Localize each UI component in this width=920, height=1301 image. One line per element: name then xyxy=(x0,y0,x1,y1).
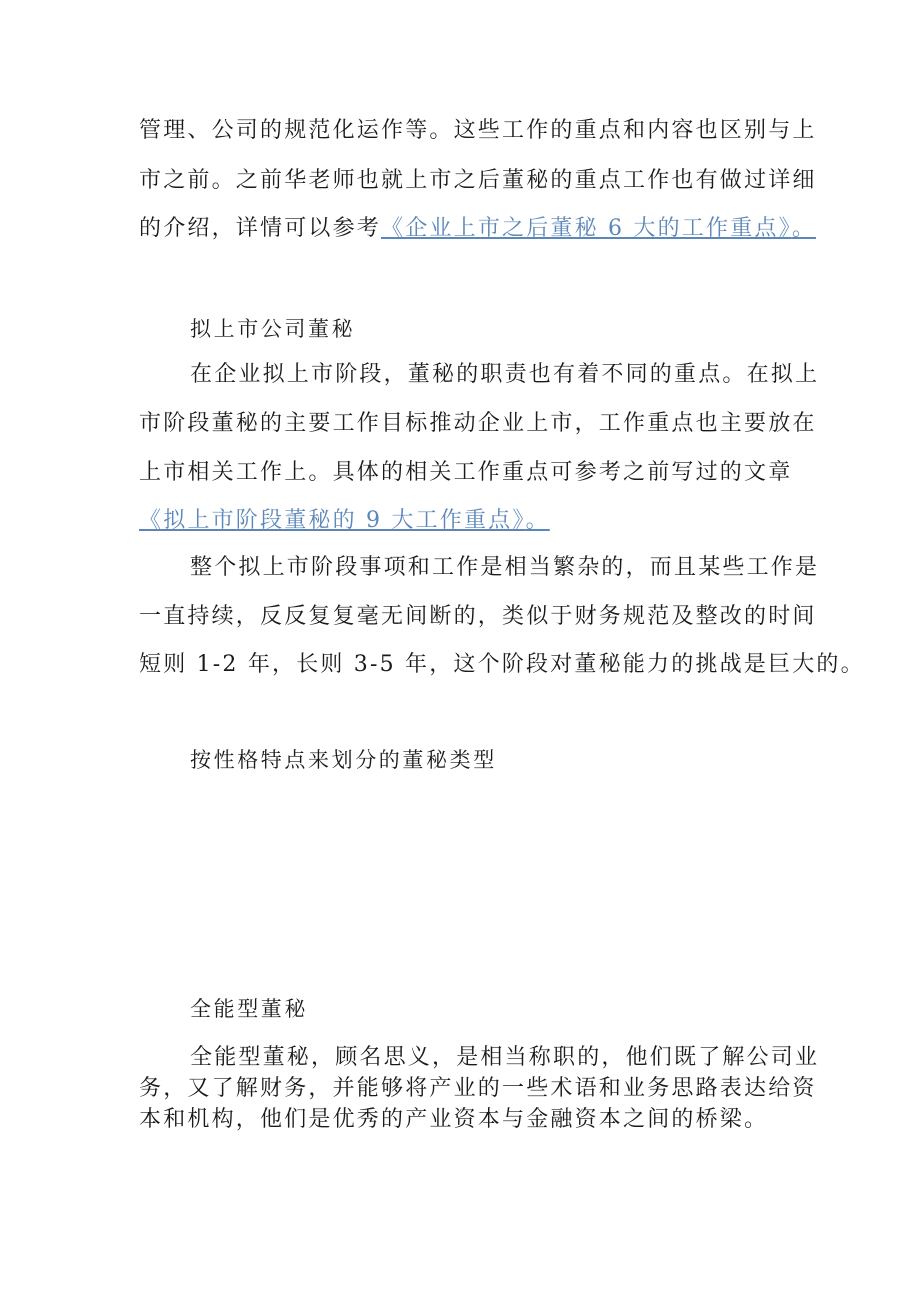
section3-p1-line-2: 务，又了解财务，并能够将产业的一些术语和业务思路表达给资 xyxy=(139,1076,817,1101)
section3-p1-line-3: 本和机构，他们是优秀的产业资本与金融资本之间的桥梁。 xyxy=(139,1107,769,1132)
section1-p1-line-2: 市阶段董秘的主要工作目标推动企业上市，工作重点也主要放在 xyxy=(139,411,817,436)
section1-p1-line-4-end: 。 xyxy=(525,508,550,533)
section1-p2-line-3: 短则 1-2 年，长则 3-5 年，这个阶段对董秘能力的挑战是巨大的。 xyxy=(139,652,865,677)
section-heading-pre-ipo-secretary: 拟上市公司董秘 xyxy=(190,317,356,341)
section3-p1-line-1: 全能型董秘，顾名思义，是相当称职的，他们既了解公司业 xyxy=(190,1045,820,1070)
para1-line-1: 管理、公司的规范化运作等。这些工作的重点和内容也区别与上 xyxy=(139,118,817,143)
section-heading-all-round-secretary: 全能型董秘 xyxy=(190,997,308,1021)
section1-p1-line-1: 在企业拟上市阶段，董秘的职责也有着不同的重点。在拟上 xyxy=(190,362,820,387)
section1-p2-line-2: 一直持续，反反复复毫无间断的，类似于财务规范及整改的时间 xyxy=(139,604,817,629)
para1-line-2: 市之前。之前华老师也就上市之后董秘的重点工作也有做过详细 xyxy=(139,168,817,193)
para1-line-3-text: 的介绍，详情可以参考 xyxy=(139,216,382,241)
section1-p1-line-4 xyxy=(139,506,799,536)
section1-p2-line-1: 整个拟上市阶段事项和工作是相当繁杂的，而且某些工作是 xyxy=(190,555,820,580)
para1-line-3 xyxy=(139,214,817,244)
article-link-listed-secretary[interactable]: 《企业上市之后董秘 6 大的工作重点》 xyxy=(381,216,792,241)
article-link-pre-ipo-priorities[interactable]: 《拟上市阶段董秘的 9 大工作重点》 xyxy=(139,508,526,533)
section-heading-personality-types: 按性格特点来划分的董秘类型 xyxy=(190,748,497,772)
para1-line-3-end: 。 xyxy=(791,216,817,241)
section1-p1-line-3: 上市相关工作上。具体的相关工作重点可参考之前写过的文章 xyxy=(139,460,793,485)
